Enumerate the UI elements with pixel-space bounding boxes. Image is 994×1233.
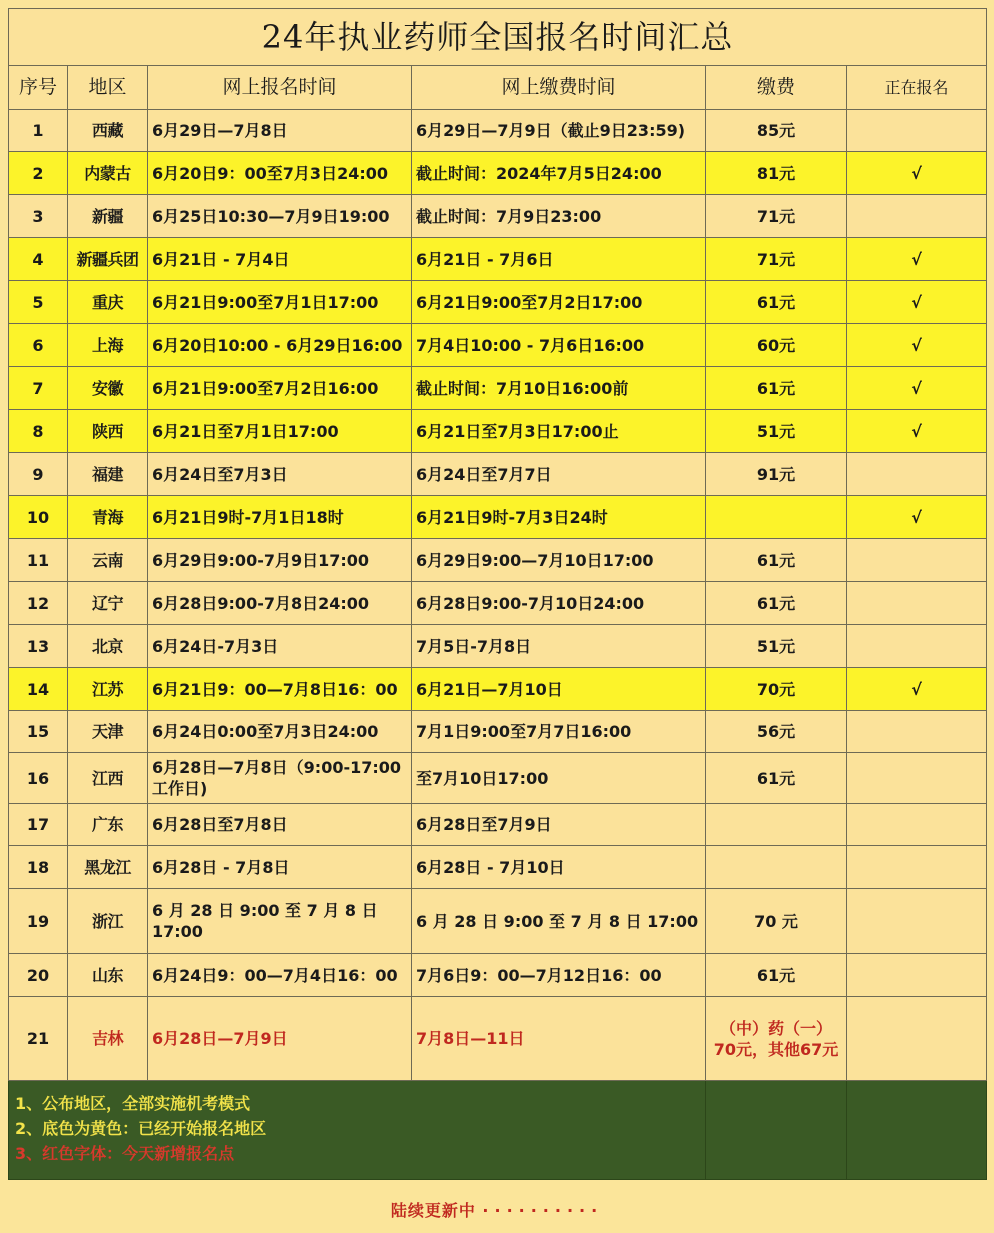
row-fee: 81元 bbox=[706, 152, 847, 195]
row-number: 7 bbox=[9, 367, 68, 410]
row-pay-time: 6月28日至7月9日 bbox=[412, 804, 706, 846]
row-number: 12 bbox=[9, 582, 68, 625]
table-row bbox=[9, 238, 987, 281]
registration-table bbox=[8, 8, 987, 1180]
row-fee: 61元 bbox=[706, 954, 847, 997]
row-status-check bbox=[847, 625, 987, 668]
footer-updating bbox=[0, 1198, 994, 1221]
row-pay-time: 7月4日10:00 - 7月6日16:00 bbox=[412, 324, 706, 367]
row-reg-time: 6月21日至7月1日17:00 bbox=[148, 410, 412, 453]
row-region: 江西 bbox=[68, 753, 148, 804]
schedule-sheet bbox=[8, 8, 986, 1180]
col-header-status: 正在报名 bbox=[847, 66, 987, 110]
table-row bbox=[9, 324, 987, 367]
table-row bbox=[9, 410, 987, 453]
row-status-check: √ bbox=[847, 668, 987, 711]
table-row bbox=[9, 281, 987, 324]
row-fee: 70元 bbox=[706, 668, 847, 711]
table-row bbox=[9, 367, 987, 410]
row-region: 江苏 bbox=[68, 668, 148, 711]
row-number: 8 bbox=[9, 410, 68, 453]
row-fee: 91元 bbox=[706, 453, 847, 496]
row-fee: 71元 bbox=[706, 238, 847, 281]
row-region: 广东 bbox=[68, 804, 148, 846]
row-status-check: √ bbox=[847, 410, 987, 453]
row-region: 吉林 bbox=[68, 997, 148, 1081]
row-fee: 56元 bbox=[706, 711, 847, 753]
row-fee bbox=[706, 496, 847, 539]
row-pay-time: 截止时间：7月10日16:00前 bbox=[412, 367, 706, 410]
row-region: 西藏 bbox=[68, 110, 148, 152]
row-reg-time: 6 月 28 日 9:00 至 7 月 8 日 17:00 bbox=[148, 889, 412, 954]
row-number: 21 bbox=[9, 997, 68, 1081]
row-fee bbox=[706, 846, 847, 889]
row-reg-time: 6月28日至7月8日 bbox=[148, 804, 412, 846]
row-fee: 61元 bbox=[706, 367, 847, 410]
row-status-check: √ bbox=[847, 367, 987, 410]
row-region: 北京 bbox=[68, 625, 148, 668]
row-reg-time: 6月28日9:00-7月8日24:00 bbox=[148, 582, 412, 625]
row-status-check bbox=[847, 954, 987, 997]
row-number: 5 bbox=[9, 281, 68, 324]
row-status-check bbox=[847, 195, 987, 238]
row-pay-time: 7月8日—11日 bbox=[412, 997, 706, 1081]
row-region: 天津 bbox=[68, 711, 148, 753]
row-reg-time: 6月24日-7月3日 bbox=[148, 625, 412, 668]
col-header-no: 序号 bbox=[9, 66, 68, 110]
row-number: 3 bbox=[9, 195, 68, 238]
row-reg-time: 6月24日至7月3日 bbox=[148, 453, 412, 496]
table-row bbox=[9, 889, 987, 954]
table-row bbox=[9, 753, 987, 804]
row-pay-time: 7月1日9:00至7月7日16:00 bbox=[412, 711, 706, 753]
row-reg-time: 6月20日9：00至7月3日24:00 bbox=[148, 152, 412, 195]
row-reg-time: 6月21日9：00—7月8日16：00 bbox=[148, 668, 412, 711]
row-number: 9 bbox=[9, 453, 68, 496]
row-region: 安徽 bbox=[68, 367, 148, 410]
row-fee: 61元 bbox=[706, 539, 847, 582]
footer-text: 陆续更新中 bbox=[390, 1201, 476, 1220]
row-pay-time: 至7月10日17:00 bbox=[412, 753, 706, 804]
row-fee: 61元 bbox=[706, 281, 847, 324]
row-reg-time: 6月24日9：00—7月4日16：00 bbox=[148, 954, 412, 997]
header-row bbox=[9, 66, 987, 110]
row-region: 山东 bbox=[68, 954, 148, 997]
row-fee: （中）药（一）70元，其他67元 bbox=[706, 997, 847, 1081]
note-item: 3、红色字体：今天新增报名点 bbox=[15, 1144, 235, 1163]
footer-dots: ·········· bbox=[482, 1201, 604, 1220]
row-fee: 71元 bbox=[706, 195, 847, 238]
row-number: 11 bbox=[9, 539, 68, 582]
table-row bbox=[9, 152, 987, 195]
page-title: 24年执业药师全国报名时间汇总 bbox=[9, 9, 987, 66]
row-status-check bbox=[847, 582, 987, 625]
table-row bbox=[9, 668, 987, 711]
row-reg-time: 6月21日9时-7月1日18时 bbox=[148, 496, 412, 539]
table-row bbox=[9, 711, 987, 753]
row-pay-time: 6月28日 - 7月10日 bbox=[412, 846, 706, 889]
table-row bbox=[9, 846, 987, 889]
row-pay-time: 截止时间：7月9日23:00 bbox=[412, 195, 706, 238]
row-pay-time: 7月6日9：00—7月12日16：00 bbox=[412, 954, 706, 997]
row-pay-time: 6月21日9时-7月3日24时 bbox=[412, 496, 706, 539]
col-header-region: 地区 bbox=[68, 66, 148, 110]
row-number: 2 bbox=[9, 152, 68, 195]
row-status-check: √ bbox=[847, 152, 987, 195]
notes-row bbox=[9, 1081, 987, 1180]
row-number: 13 bbox=[9, 625, 68, 668]
row-region: 云南 bbox=[68, 539, 148, 582]
note-item: 2、底色为黄色：已经开始报名地区 bbox=[15, 1119, 267, 1138]
row-number: 4 bbox=[9, 238, 68, 281]
table-row bbox=[9, 582, 987, 625]
row-reg-time: 6月28日—7月8日（9:00-17:00 工作日) bbox=[148, 753, 412, 804]
row-region: 浙江 bbox=[68, 889, 148, 954]
row-pay-time: 6月29日—7月9日（截止9日23:59) bbox=[412, 110, 706, 152]
table-body bbox=[9, 110, 987, 1081]
row-status-check bbox=[847, 539, 987, 582]
row-status-check bbox=[847, 889, 987, 954]
row-reg-time: 6月29日—7月8日 bbox=[148, 110, 412, 152]
row-region: 新疆兵团 bbox=[68, 238, 148, 281]
row-region: 福建 bbox=[68, 453, 148, 496]
row-reg-time: 6月21日9:00至7月1日17:00 bbox=[148, 281, 412, 324]
row-reg-time: 6月20日10:00 - 6月29日16:00 bbox=[148, 324, 412, 367]
row-reg-time: 6月21日 - 7月4日 bbox=[148, 238, 412, 281]
col-header-fee: 缴费 bbox=[706, 66, 847, 110]
row-reg-time: 6月28日—7月9日 bbox=[148, 997, 412, 1081]
row-fee: 51元 bbox=[706, 625, 847, 668]
row-fee: 61元 bbox=[706, 582, 847, 625]
row-reg-time: 6月28日 - 7月8日 bbox=[148, 846, 412, 889]
row-fee: 85元 bbox=[706, 110, 847, 152]
row-number: 16 bbox=[9, 753, 68, 804]
row-fee: 51元 bbox=[706, 410, 847, 453]
row-status-check: √ bbox=[847, 281, 987, 324]
row-status-check bbox=[847, 846, 987, 889]
row-number: 6 bbox=[9, 324, 68, 367]
row-region: 上海 bbox=[68, 324, 148, 367]
table-row bbox=[9, 496, 987, 539]
row-reg-time: 6月21日9:00至7月2日16:00 bbox=[148, 367, 412, 410]
row-number: 20 bbox=[9, 954, 68, 997]
table-row bbox=[9, 453, 987, 496]
row-status-check bbox=[847, 453, 987, 496]
table-row bbox=[9, 997, 987, 1081]
row-reg-time: 6月25日10:30—7月9日19:00 bbox=[148, 195, 412, 238]
row-number: 14 bbox=[9, 668, 68, 711]
row-status-check bbox=[847, 997, 987, 1081]
row-number: 10 bbox=[9, 496, 68, 539]
row-pay-time: 6月21日9:00至7月2日17:00 bbox=[412, 281, 706, 324]
notes-empty-cell bbox=[706, 1081, 847, 1180]
row-fee: 70 元 bbox=[706, 889, 847, 954]
notes-empty-cell bbox=[847, 1081, 987, 1180]
row-status-check: √ bbox=[847, 238, 987, 281]
table-row bbox=[9, 954, 987, 997]
row-region: 新疆 bbox=[68, 195, 148, 238]
col-header-pay-time: 网上缴费时间 bbox=[412, 66, 706, 110]
row-number: 19 bbox=[9, 889, 68, 954]
row-region: 内蒙古 bbox=[68, 152, 148, 195]
row-status-check bbox=[847, 804, 987, 846]
notes-cell bbox=[9, 1081, 706, 1180]
row-region: 黑龙江 bbox=[68, 846, 148, 889]
row-pay-time: 6月21日至7月3日17:00止 bbox=[412, 410, 706, 453]
row-status-check bbox=[847, 753, 987, 804]
table-row bbox=[9, 195, 987, 238]
table-row bbox=[9, 804, 987, 846]
row-number: 17 bbox=[9, 804, 68, 846]
row-status-check: √ bbox=[847, 496, 987, 539]
row-status-check bbox=[847, 711, 987, 753]
row-region: 陕西 bbox=[68, 410, 148, 453]
row-number: 15 bbox=[9, 711, 68, 753]
row-pay-time: 6月29日9:00—7月10日17:00 bbox=[412, 539, 706, 582]
row-fee: 61元 bbox=[706, 753, 847, 804]
row-status-check bbox=[847, 110, 987, 152]
row-number: 18 bbox=[9, 846, 68, 889]
row-region: 重庆 bbox=[68, 281, 148, 324]
note-item: 1、公布地区，全部实施机考模式 bbox=[15, 1094, 251, 1113]
row-reg-time: 6月29日9:00-7月9日17:00 bbox=[148, 539, 412, 582]
notes-list bbox=[13, 1081, 701, 1166]
row-fee bbox=[706, 804, 847, 846]
row-pay-time: 6月28日9:00-7月10日24:00 bbox=[412, 582, 706, 625]
row-status-check: √ bbox=[847, 324, 987, 367]
row-pay-time: 6月21日—7月10日 bbox=[412, 668, 706, 711]
row-number: 1 bbox=[9, 110, 68, 152]
row-pay-time: 7月5日-7月8日 bbox=[412, 625, 706, 668]
row-pay-time: 6月24日至7月7日 bbox=[412, 453, 706, 496]
row-pay-time: 截止时间：2024年7月5日24:00 bbox=[412, 152, 706, 195]
row-pay-time: 6 月 28 日 9:00 至 7 月 8 日 17:00 bbox=[412, 889, 706, 954]
table-row bbox=[9, 625, 987, 668]
table-row bbox=[9, 110, 987, 152]
row-fee: 60元 bbox=[706, 324, 847, 367]
table-row bbox=[9, 539, 987, 582]
row-pay-time: 6月21日 - 7月6日 bbox=[412, 238, 706, 281]
row-region: 青海 bbox=[68, 496, 148, 539]
col-header-reg-time: 网上报名时间 bbox=[148, 66, 412, 110]
row-region: 辽宁 bbox=[68, 582, 148, 625]
row-reg-time: 6月24日0:00至7月3日24:00 bbox=[148, 711, 412, 753]
